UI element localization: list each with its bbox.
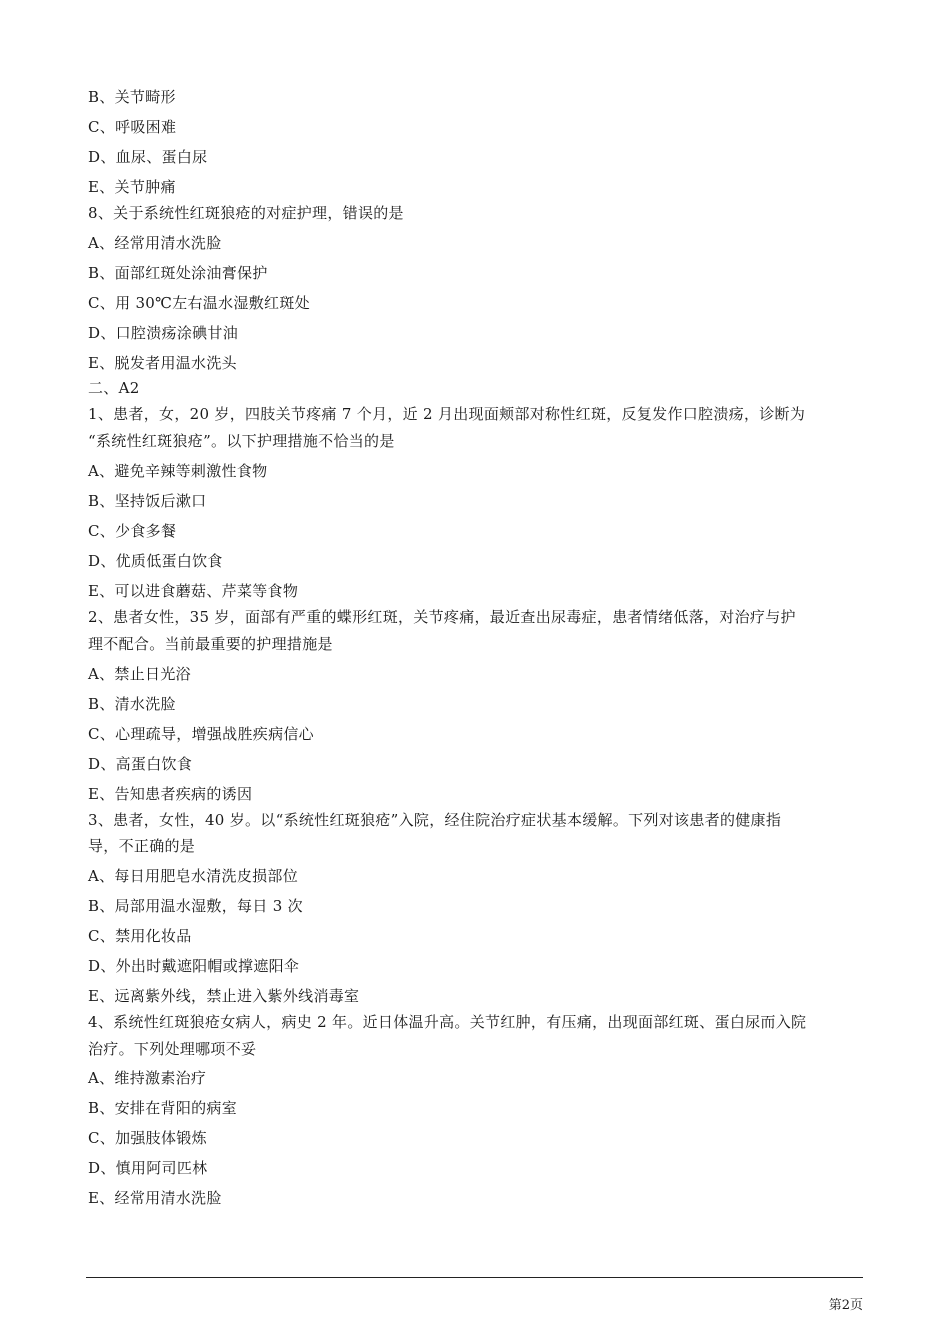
text-line: C、用 30℃左右温水湿敷红斑处: [88, 294, 310, 312]
text-line: C、呼吸困难: [88, 118, 177, 136]
text-line: B、面部红斑处涂油膏保护: [88, 264, 268, 282]
text-line: A、维持激素治疗: [88, 1069, 207, 1087]
text-line: C、加强肢体锻炼: [88, 1129, 207, 1147]
text-line: E、脱发者用温水洗头: [88, 354, 237, 372]
question-stem: 治疗。下列处理哪项不妥: [88, 1040, 257, 1058]
page-number: 第2页: [828, 1298, 863, 1313]
question-stem: 理不配合。当前最重要的护理措施是: [88, 635, 333, 653]
text-line: E、远离紫外线，禁止进入紫外线消毒室: [88, 987, 360, 1005]
text-line: D、优质低蛋白饮食: [88, 552, 223, 570]
text-line: B、安排在背阳的病室: [88, 1099, 238, 1117]
text-line: E、告知患者疾病的诱因: [88, 785, 253, 803]
question-stem: 导，不正确的是: [88, 837, 196, 855]
question-stem: “系统性红斑狼疮”。以下护理措施不恰当的是: [88, 432, 395, 450]
text-line: B、坚持饭后漱口: [88, 492, 207, 510]
text-line: E、关节肿痛: [88, 178, 176, 196]
text-line: D、高蛋白饮食: [88, 755, 193, 773]
text-line: C、心理疏导，增强战胜疾病信心: [88, 725, 314, 743]
text-line: A、经常用清水洗脸: [88, 234, 222, 252]
text-line: A、每日用肥皂水清洗皮损部位: [88, 867, 299, 885]
footer-divider: [86, 1277, 863, 1278]
text-line: D、口腔溃疡涂碘甘油: [88, 324, 239, 342]
text-line: E、可以进食蘑菇、芹菜等食物: [88, 582, 299, 600]
text-line: B、清水洗脸: [88, 695, 176, 713]
text-line: C、禁用化妆品: [88, 927, 192, 945]
text-line: A、禁止日光浴: [88, 665, 191, 683]
question-stem: 3、患者，女性，40 岁。以“系统性红斑狼疮”入院，经住院治疗症状基本缓解。下列对该患者的健康指: [88, 811, 782, 829]
question-stem: 8、关于系统性红斑狼疮的对症护理，错误的是: [88, 204, 404, 222]
question-stem: 1、患者，女，20 岁，四肢关节疼痛 7 个月，近 2 月出现面颊部对称性红斑，反复发作口腔溃疡，诊断为: [88, 405, 806, 423]
question-stem: 2、患者女性，35 岁，面部有严重的蝶形红斑，关节疼痛，最近查出尿毒症，患者情绪低落，对治疗与护: [88, 608, 796, 626]
text-line: D、外出时戴遮阳帽或撑遮阳伞: [88, 957, 300, 975]
text-line: B、关节畸形: [88, 88, 176, 106]
section-heading: 二、A2: [88, 379, 140, 397]
question-stem: 4、系统性红斑狼疮女病人，病史 2 年。近日体温升高。关节红肿，有压痛，出现面部红斑、蛋白尿而入院: [88, 1013, 807, 1031]
text-line: D、慎用阿司匹林: [88, 1159, 208, 1177]
text-line: B、局部用温水湿敷，每日 3 次: [88, 897, 303, 915]
text-line: C、少食多餐: [88, 522, 177, 540]
text-line: E、经常用清水洗脸: [88, 1189, 222, 1207]
text-line: A、避免辛辣等刺激性食物: [88, 462, 268, 480]
text-line: D、血尿、蛋白尿: [88, 148, 208, 166]
